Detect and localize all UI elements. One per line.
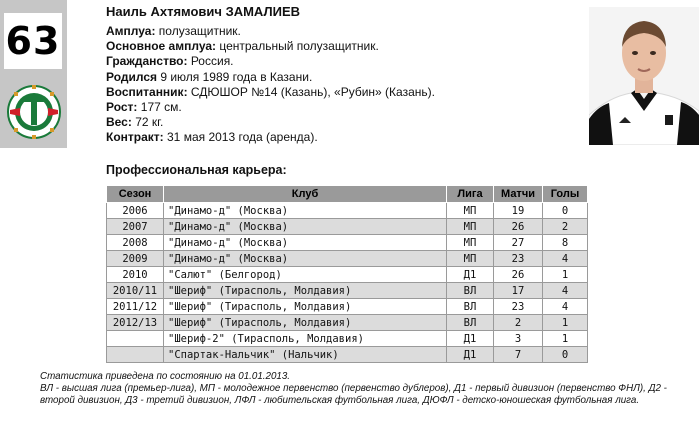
cell-league: ВЛ (447, 283, 494, 299)
cell-season: 2011/12 (107, 299, 164, 315)
cell-goals: 0 (543, 347, 588, 363)
player-photo (589, 7, 699, 145)
cell-club: "Салют" (Белгород) (164, 267, 447, 283)
cell-league: МП (447, 203, 494, 219)
table-row (107, 219, 588, 235)
cell-matches: 23 (494, 299, 543, 315)
table-row (107, 299, 588, 315)
cell-club: "Шериф" (Тирасполь, Молдавия) (164, 283, 447, 299)
cell-matches: 26 (494, 267, 543, 283)
cell-matches: 7 (494, 347, 543, 363)
player-number: 63 (4, 13, 62, 69)
left-sidebar (0, 0, 67, 148)
cell-club: "Динамо-д" (Москва) (164, 203, 447, 219)
info-contract: Контракт: 31 мая 2013 года (аренда). (106, 130, 318, 145)
col-goals: Голы (543, 186, 588, 203)
cell-season: 2012/13 (107, 315, 164, 331)
cell-club: "Динамо-д" (Москва) (164, 219, 447, 235)
table-row (107, 283, 588, 299)
col-club: Клуб (164, 186, 447, 203)
cell-season: 2006 (107, 203, 164, 219)
cell-matches: 17 (494, 283, 543, 299)
career-header-row (107, 186, 588, 203)
player-info (106, 24, 435, 146)
cell-league: ВЛ (447, 315, 494, 331)
cell-season: 2009 (107, 251, 164, 267)
cell-season (107, 331, 164, 347)
career-table (106, 185, 588, 363)
table-row (107, 203, 588, 219)
cell-matches: 27 (494, 235, 543, 251)
cell-club: "Шериф-2" (Тирасполь, Молдавия) (164, 331, 447, 347)
cell-league: Д1 (447, 347, 494, 363)
cell-matches: 3 (494, 331, 543, 347)
cell-club: "Шериф" (Тирасполь, Молдавия) (164, 315, 447, 331)
cell-matches: 19 (494, 203, 543, 219)
league-legend-note: ВЛ - высшая лига (премьер-лига), МП - молодежное первенство (первенство дублеров), Д1 - первый дивизион (первенство ФНЛ), Д2 - второй дивизион, Д3 - третий дивизион, ЛФЛ - любительская футбольная лига, ДЮФЛ - детско-юношеская футбольная лига. (40, 383, 667, 407)
col-matches: Матчи (494, 186, 543, 203)
cell-club: "Динамо-д" (Москва) (164, 235, 447, 251)
info-weight: Вес: 72 кг. (106, 115, 164, 130)
cell-goals: 1 (543, 331, 588, 347)
info-height: Рост: 177 см. (106, 100, 182, 115)
cell-league: МП (447, 219, 494, 235)
footnotes (40, 371, 680, 408)
cell-league: МП (447, 235, 494, 251)
cell-club: "Динамо-д" (Москва) (164, 251, 447, 267)
info-born: Родился 9 июля 1989 года в Казани. (106, 69, 313, 84)
cell-goals: 4 (543, 299, 588, 315)
table-row (107, 251, 588, 267)
cell-league: Д1 (447, 331, 494, 347)
cell-goals: 8 (543, 235, 588, 251)
cell-goals: 0 (543, 203, 588, 219)
col-season: Сезон (107, 186, 164, 203)
table-row (107, 331, 588, 347)
cell-goals: 2 (543, 219, 588, 235)
stats-date-note: Статистика приведена по состоянию на 01.01.2013. (40, 371, 291, 382)
cell-goals: 4 (543, 251, 588, 267)
player-name: Наиль Ахтямович ЗАМАЛИЕВ (106, 4, 301, 19)
col-league: Лига (447, 186, 494, 203)
club-logo-icon (6, 84, 62, 140)
cell-goals: 1 (543, 315, 588, 331)
info-youth: Воспитанник: СДЮШОР №14 (Казань), «Рубин» (Казань). (106, 84, 435, 99)
table-row (107, 315, 588, 331)
cell-season (107, 347, 164, 363)
cell-club: "Спартак-Нальчик" (Нальчик) (164, 347, 447, 363)
table-row (107, 235, 588, 251)
cell-club: "Шериф" (Тирасполь, Молдавия) (164, 299, 447, 315)
cell-matches: 23 (494, 251, 543, 267)
cell-season: 2010 (107, 267, 164, 283)
cell-matches: 2 (494, 315, 543, 331)
info-main-role: Основное амплуа: центральный полузащитник. (106, 39, 379, 54)
table-row (107, 347, 588, 363)
cell-league: Д1 (447, 267, 494, 283)
table-row (107, 267, 588, 283)
career-title: Профессиональная карьера: (106, 163, 287, 177)
cell-matches: 26 (494, 219, 543, 235)
cell-season: 2007 (107, 219, 164, 235)
info-citizenship: Гражданство: Россия. (106, 54, 234, 69)
info-role: Амплуа: полузащитник. (106, 24, 241, 38)
cell-season: 2010/11 (107, 283, 164, 299)
cell-goals: 1 (543, 267, 588, 283)
cell-goals: 4 (543, 283, 588, 299)
cell-season: 2008 (107, 235, 164, 251)
cell-league: МП (447, 251, 494, 267)
cell-league: ВЛ (447, 299, 494, 315)
